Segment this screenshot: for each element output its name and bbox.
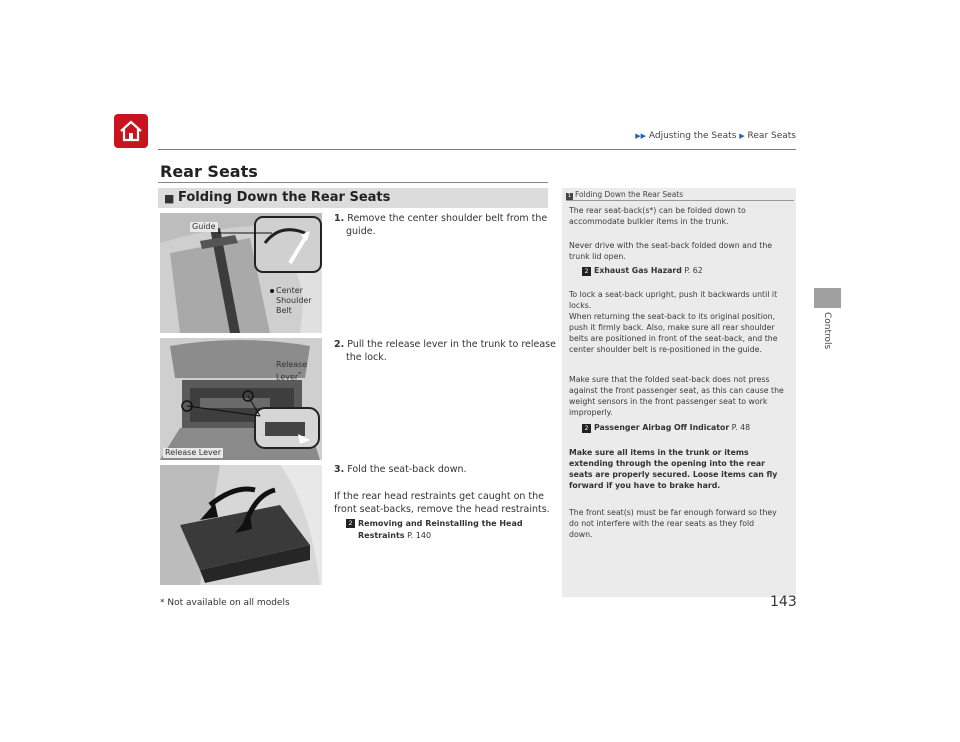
callout-release-lever-bottom: Release Lever [165,448,221,457]
note-marker-icon: 1 [567,193,572,199]
breadcrumb-arrow-icon: ▶▶ [635,132,646,140]
reference-arrow-icon: 2 [346,519,355,528]
link-passenger-airbag-off-indicator[interactable]: 2 Passenger Airbag Off Indicator P. 48 [582,422,804,433]
sidebar-paragraph-5: The front seat(s) must be far enough forward so they do not interfere with the rear seats as they fold down. [569,508,777,539]
step-2: 2. Pull the release lever in the trunk to release the lock. [334,339,556,363]
link-exhaust-gas-hazard[interactable]: 2 Exhaust Gas Hazard P. 62 [582,265,804,276]
breadcrumb-arrow-icon: ▶ [739,132,745,140]
link-head-restraints[interactable]: 2 Removing and Reinstalling the Head Restraints P. 140 [346,518,523,542]
reference-arrow-icon: 2 [582,267,591,276]
photo-release-lever [160,338,322,460]
section-heading: ■ Folding Down the Rear Seats [158,188,548,208]
sidebar-paragraph-4: Make sure that the folded seat-back does not press against the front passenger seat, as this can cause the weight sensors in the front passenger seat to work improperly. [569,375,784,417]
callout-center-shoulder-belt: Center Shoulder Belt [276,286,312,315]
sidebar-heading: 1 Folding Down the Rear Seats [567,190,684,199]
section-tab-label: Controls [822,312,832,350]
sidebar-paragraph-3: To lock a seat-back upright, push it backwards until it locks. When returning the seat-back to its original position, push it firmly back. Also, make sure all rear shoulder belts are positioned in front of the seat-back, and the center shoulder belt is re-positioned in the guide. [569,290,778,354]
page-number: 143 [770,594,797,610]
head-restraint-note: If the rear head restraints get caught on the front seat-backs, remove the head restraints. [334,491,550,515]
page-title: Rear Seats [160,162,258,181]
breadcrumb [500,131,796,141]
section-tab-marker[interactable] [814,288,841,308]
sidebar-warning: Make sure all items in the trunk or items extending through the opening into the rear seats are properly secured. Loose items can fly forward if you have to brake hard. [569,448,778,490]
header-divider [158,149,796,150]
callout-guide: Guide [192,222,216,231]
sidebar-paragraph-1: The rear seat-back(s*) can be folded down to accommodate bulkier items in the trunk. [569,206,746,226]
home-icon [119,120,143,142]
sidebar-divider [566,200,794,201]
sidebar-paragraph-2: Never drive with the seat-back folded down and the trunk lid open. [569,241,773,261]
callout-release-lever-top: Release Lever* [276,360,308,382]
photo-fold-seatback [160,465,322,585]
footnote: * Not available on all models [160,598,290,608]
step-1: 1. Remove the center shoulder belt from the guide. [334,213,548,237]
square-bullet-icon: ■ [164,192,175,205]
home-button[interactable] [114,114,148,148]
breadcrumb-item-rear-seats[interactable]: Rear Seats [747,131,796,141]
title-divider [158,182,548,183]
step-3: 3. Fold the seat-back down. [334,464,467,475]
reference-arrow-icon: 2 [582,424,591,433]
breadcrumb-item-adjusting-seats[interactable]: Adjusting the Seats [648,131,737,141]
